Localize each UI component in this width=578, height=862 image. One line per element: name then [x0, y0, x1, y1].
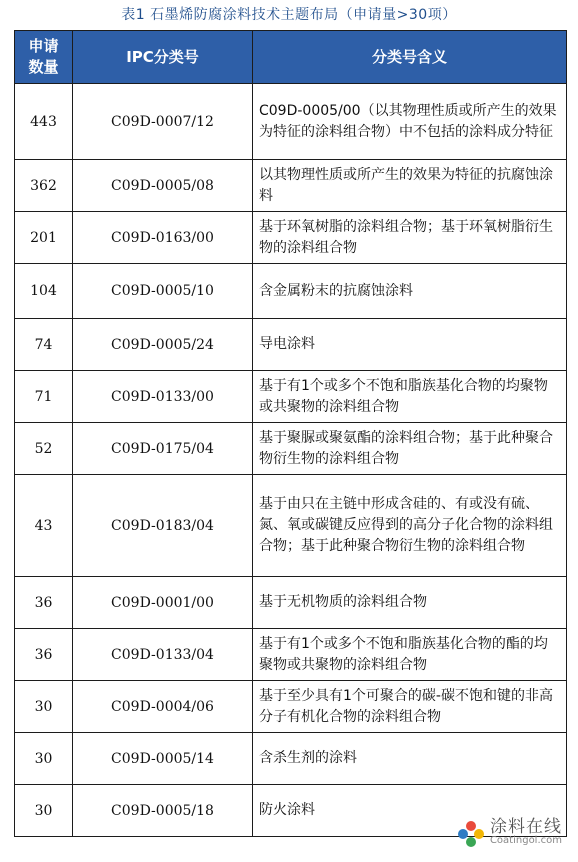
row-count: 362 [15, 160, 73, 212]
row-ipc-code: C09D-0007/12 [73, 84, 253, 160]
row-ipc-code: C09D-0183/04 [73, 475, 253, 577]
table-row [15, 84, 567, 160]
row-ipc-code: C09D-0005/14 [73, 733, 253, 785]
row-count: 104 [15, 264, 73, 319]
row-meaning: 以其物理性质或所产生的效果为特征的抗腐蚀涂料 [253, 160, 567, 212]
header-meaning: 分类号含义 [253, 31, 567, 84]
table-row [15, 160, 567, 212]
row-ipc-code: C09D-0005/10 [73, 264, 253, 319]
row-meaning: 基于有1个或多个不饱和脂族基化合物的酯的均聚物或共聚物的涂料组合物 [253, 629, 567, 681]
row-count: 71 [15, 371, 73, 423]
row-count: 443 [15, 84, 73, 160]
header-count [15, 31, 73, 84]
header-ipc: IPC分类号 [73, 31, 253, 84]
row-meaning: 基于无机物质的涂料组合物 [253, 577, 567, 629]
row-count: 30 [15, 681, 73, 733]
row-ipc-code: C09D-0005/08 [73, 160, 253, 212]
row-meaning: 防火涂料 [253, 785, 567, 837]
row-meaning: 含金属粉末的抗腐蚀涂料 [253, 264, 567, 319]
row-meaning: 导电涂料 [253, 319, 567, 371]
row-ipc-code: C09D-0133/00 [73, 371, 253, 423]
row-count: 36 [15, 629, 73, 681]
watermark [458, 817, 562, 848]
row-count: 30 [15, 733, 73, 785]
table-row [15, 423, 567, 475]
row-ipc-code: C09D-0163/00 [73, 212, 253, 264]
watermark-en: Coatingol.com [489, 835, 562, 846]
table-row [15, 264, 567, 319]
row-ipc-code: C09D-0001/00 [73, 577, 253, 629]
row-meaning: 基于聚脲或聚氨酯的涂料组合物；基于此种聚合物衍生物的涂料组合物 [253, 423, 567, 475]
table-row [15, 577, 567, 629]
table-row [15, 319, 567, 371]
header-count-label: 申请数量 [28, 37, 59, 76]
row-ipc-code: C09D-0175/04 [73, 423, 253, 475]
watermark-cn: 涂料在线 [489, 817, 562, 837]
row-ipc-code: C09D-0005/18 [73, 785, 253, 837]
row-count: 74 [15, 319, 73, 371]
row-meaning: C09D-0005/00（以其物理性质或所产生的效果为特征的涂料组合物）中不包括的涂料成分特征 [253, 84, 567, 160]
row-count: 201 [15, 212, 73, 264]
table-row [15, 733, 567, 785]
row-count: 52 [15, 423, 73, 475]
row-ipc-code: C09D-0004/06 [73, 681, 253, 733]
row-meaning: 基于环氧树脂的涂料组合物；基于环氧树脂衍生物的涂料组合物 [253, 212, 567, 264]
row-ipc-code: C09D-0133/04 [73, 629, 253, 681]
row-meaning: 含杀生剂的涂料 [253, 733, 567, 785]
table-body [15, 84, 567, 837]
table-row [15, 475, 567, 577]
row-meaning: 基于有1个或多个不饱和脂族基化合物的均聚物或共聚物的涂料组合物 [253, 371, 567, 423]
table-row [15, 371, 567, 423]
table-row [15, 681, 567, 733]
table-row [15, 629, 567, 681]
table-header-row [15, 31, 567, 84]
row-meaning: 基于至少具有1个可聚合的碳-碳不饱和键的非高分子有机化合物的涂料组合物 [253, 681, 567, 733]
ipc-table [14, 30, 567, 837]
row-count: 30 [15, 785, 73, 837]
table-caption: 表1 石墨烯防腐涂料技术主题布局（申请量>30项） [121, 7, 457, 23]
row-meaning: 基于由只在主链中形成含硅的、有或没有硫、氮、氧或碳键反应得到的高分子化合物的涂料组合物；基于此种聚合物衍生物的涂料组合物 [253, 475, 567, 577]
row-count: 43 [15, 475, 73, 577]
flower-logo-icon [458, 821, 484, 847]
row-ipc-code: C09D-0005/24 [73, 319, 253, 371]
row-count: 36 [15, 577, 73, 629]
table-row [15, 212, 567, 264]
